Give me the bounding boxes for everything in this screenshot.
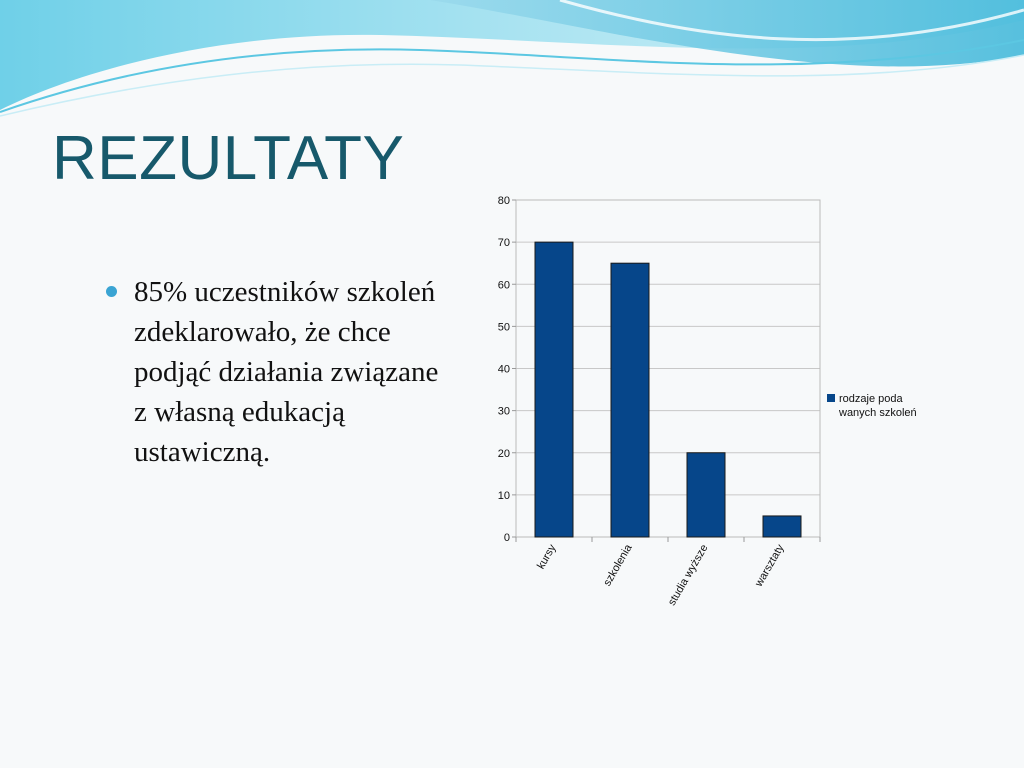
x-tick-label: kursy: [535, 542, 559, 572]
bar-1: [535, 242, 573, 537]
legend: [827, 393, 917, 419]
bar-3: [687, 453, 725, 537]
x-tick-label: warsztaty: [752, 542, 787, 589]
legend-swatch: [827, 394, 835, 402]
y-tick-label: 40: [497, 363, 510, 376]
x-tick-label: studia wyższe: [665, 542, 711, 608]
bullet-text: 85% uczestników szkoleń zdeklarowało, że chce podjąć działania związane z własną edukacją ustawiczną.: [134, 276, 439, 468]
y-tick-label: 30: [497, 405, 510, 418]
y-axis-ticks: [498, 195, 516, 544]
bullet-dot-icon: [106, 286, 117, 297]
x-tick-label: szkolenia: [601, 542, 635, 589]
legend-label-line-1: rodzaje poda: [839, 393, 903, 405]
y-tick-label: 80: [497, 195, 510, 207]
header-wave-decoration: [0, 0, 1024, 120]
y-tick-label: 70: [497, 237, 510, 250]
slide-title: REZULTATY: [52, 124, 405, 193]
x-axis-ticks: [516, 537, 820, 608]
y-tick-label: 10: [497, 489, 510, 502]
bar-chart: [480, 190, 950, 630]
y-tick-label: 0: [503, 532, 510, 544]
bar-series: [535, 242, 801, 537]
y-tick-label: 60: [497, 279, 510, 292]
legend-label-line-2: wanych szkoleń: [839, 407, 917, 419]
bar-4: [763, 516, 801, 537]
bar-2: [611, 263, 649, 537]
y-tick-label: 20: [497, 447, 510, 460]
bullet-item: [106, 272, 456, 472]
y-tick-label: 50: [497, 321, 510, 334]
